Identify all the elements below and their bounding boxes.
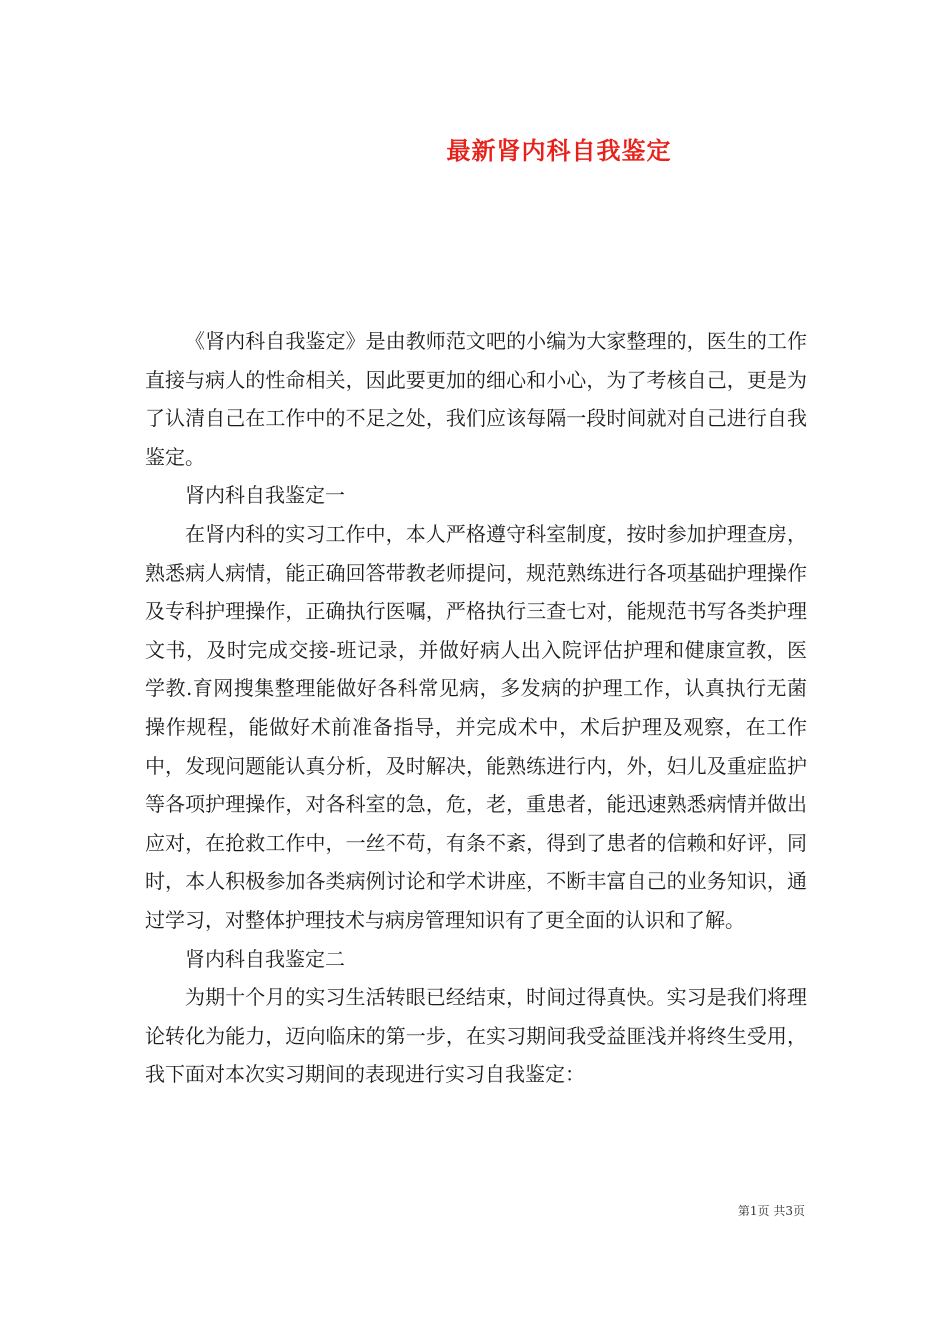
document-title: 最新肾内科自我鉴定 <box>446 136 672 165</box>
document-body <box>145 322 807 1094</box>
intro-paragraph: 《肾内科自我鉴定》是由教师范文吧的小编为大家整理的，医生的工作直接与病人的性命相关，因此要更加的细心和小心，为了考核自己，更是为了认清自己在工作中的不足之处，我们应该每隔一段时间就对自己进行自我鉴定。 <box>145 329 807 469</box>
page-number-footer: 第1页 共3页 <box>737 1204 805 1218</box>
section-heading-two: 肾内科自我鉴定二 <box>185 946 345 971</box>
section-one-paragraph: 在肾内科的实习工作中，本人严格遵守科室制度，按时参加护理查房，熟悉病人病情，能正确回答带教老师提问，规范熟练进行各项基础护理操作及专科护理操作，正确执行医嘱，严格执行三查七对，能规范书写各类护理文书，及时完成交接-班记录，并做好病人出入院评估护理和健康宣教，医学教.育网搜集整理能做好各科常见病，多发病的护理工作，认真执行无菌操作规程，能做好术前准备指导，并完成术中，术后护理及观察，在工作中，发现问题能认真分析，及时解决，能熟练进行内，外，妇儿及重症监护等各项护理操作，对各科室的急，危，老，重患者，能迅速熟悉病情并做出应对，在抢救工作中，一丝不苟，有条不紊，得到了患者的信赖和好评，同时，本人积极参加各类病例讨论和学术讲座，不断丰富自己的业务知识，通过学习，对整体护理技术与病房管理知识有了更全面的认识和了解。 <box>145 521 807 932</box>
section-two-paragraph: 为期十个月的实习生活转眼已经结束，时间过得真快。实习是我们将理论转化为能力，迈向临床的第一步，在实习期间我受益匪浅并将终生受用，我下面对本次实习期间的表现进行实习自我鉴定： <box>145 985 807 1087</box>
section-heading-one: 肾内科自我鉴定一 <box>185 483 345 508</box>
